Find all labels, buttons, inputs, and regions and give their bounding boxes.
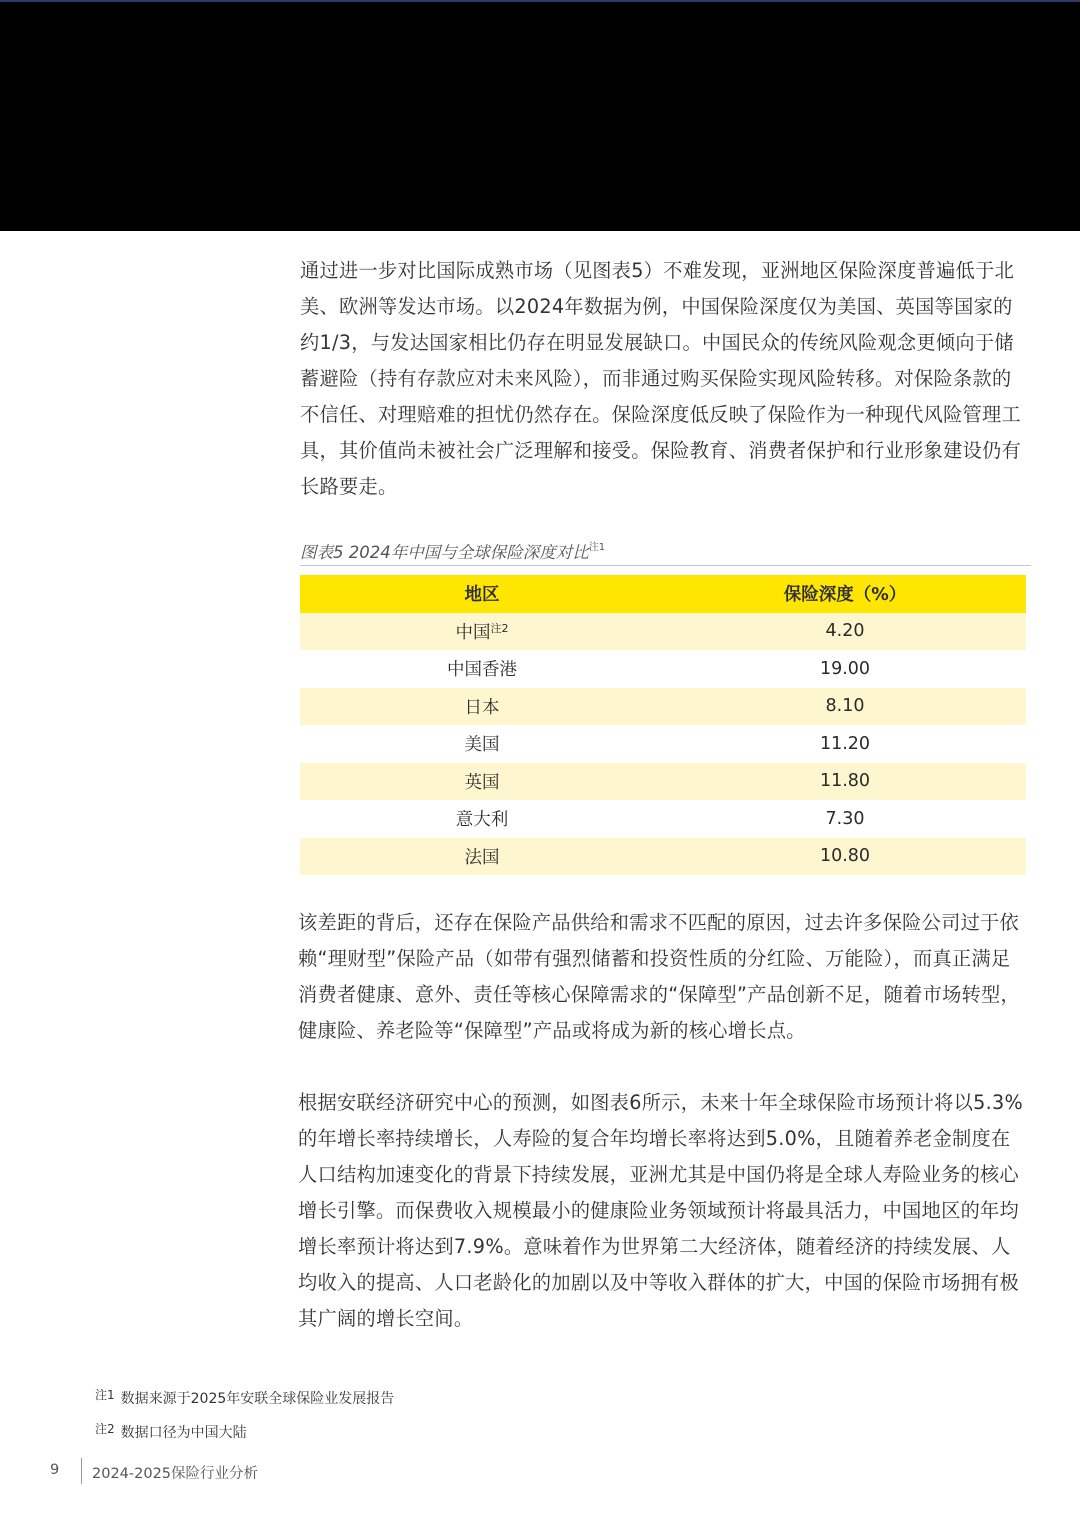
region-cell: 法国 [300,838,664,876]
insurance-depth-table [300,575,1026,875]
footnote-text: 数据来源于2025年安联全球保险业发展报告 [120,1391,395,1407]
body-paragraph-2: 该差距的背后，还存在保险产品供给和需求不匹配的原因，过去许多保险公司过于依赖“理财型”保险产品（如带有强烈储蓄和投资性质的分红险、万能险），而真正满足消费者健康、意外、责任等核心保障需求的“保障型”产品创新不足，随着市场转型，健康险、养老险等“保障型”产品或将成为新的核心增长点。 [298,911,1021,1042]
table-row [300,650,1026,688]
depth-value: 11.80 [664,763,1026,801]
caption-divider [300,565,1031,566]
table-row [300,838,1026,876]
table-row [300,688,1026,726]
depth-value: 19.00 [819,658,871,679]
region-cell: 意大利 [455,810,509,831]
header-depth: 保险深度（%） [664,575,1026,613]
top-banner [0,0,1080,231]
footer-divider [81,1458,82,1484]
depth-value: 8.10 [664,688,1026,726]
region-name: 中国 [455,622,491,643]
depth-value: 7.30 [825,808,865,829]
body-paragraph-3: 根据安联经济研究中心的预测，如图表6所示，未来十年全球保险市场预计将以5.3%的年增长率持续增长，人寿险的复合年均增长率将达到5.0%，且随着养老金制度在人口结构加速变化的背景下持续发展，亚洲尤其是中国仍将是全球人寿险业务的核心增长引擎。而保费收入规模最小的健康险业务领域预计将最具活力，中国地区的年均增长率预计将达到7.9%。意味着作为世界第二大经济体，随着经济的持续发展、人均收入的提高、人口老龄化的加剧以及中等收入群体的扩大，中国的保险市场拥有极其广阔的增长空间。 [298,1091,1024,1330]
depth-value: 4.20 [664,613,1026,651]
figure-caption-note: 注1 [588,542,606,553]
body-paragraph-1: 通过进一步对比国际成熟市场（见图表5）不难发现，亚洲地区保险深度普遍低于北美、欧洲等发达市场。以2024年数据为例，中国保险深度仅为美国、英国等国家的约1/3，与发达国家相比仍存在明显发展缺口。中国民众的传统风险观念更倾向于储蓄避险（持有存款应对未来风险），而非通过购买保险实现风险转移。对保险条款的不信任、对理赔难的担忧仍然存在。保险深度低反映了保险作为一种现代风险管理工具，其价值尚未被社会广泛理解和接受。保险教育、消费者保护和行业形象建设仍有长路要走。 [300,259,1022,498]
depth-value: 11.20 [819,733,871,754]
figure-caption-text: 图表5 2024年中国与全球保险深度对比 [300,543,589,562]
footnote-mark: 注1 [95,1388,115,1402]
region-cell: 中国香港 [447,660,517,681]
table-row [300,800,1026,838]
footnote-2 [95,1414,394,1448]
region-cell [300,613,664,651]
table-row [300,763,1026,801]
region-cell: 日本 [300,688,664,726]
page-number: 9 [50,1462,60,1478]
footnote-mark: 注2 [95,1422,115,1436]
figure-caption [300,538,605,563]
header-region: 地区 [300,575,664,613]
depth-value: 10.80 [664,838,1026,876]
footnotes [95,1380,394,1448]
region-cell: 美国 [464,735,500,756]
footnote-1 [95,1380,394,1414]
footer-title: 2024-2025保险行业分析 [92,1466,259,1482]
footnote-text: 数据口径为中国大陆 [120,1425,247,1441]
table-row [300,725,1026,763]
table-header-row [300,575,1026,613]
region-cell: 英国 [300,763,664,801]
table-row [300,613,1026,651]
region-note: 注2 [490,621,509,635]
